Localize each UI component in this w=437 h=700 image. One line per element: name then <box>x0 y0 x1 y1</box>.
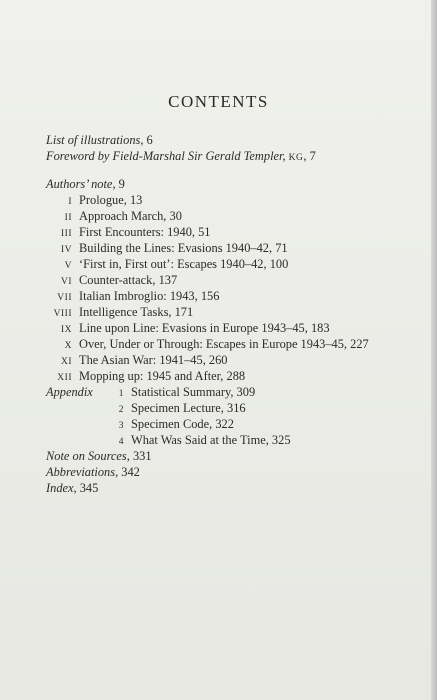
toc-chapter-row: XI The Asian War: 1941–45, 260 <box>46 352 426 368</box>
entry-label: Foreword by <box>46 149 110 163</box>
chapter-number: II <box>64 213 72 223</box>
appendix-page: 316 <box>227 401 246 415</box>
toc-backmatter-row: Abbreviations, 342 <box>46 465 140 479</box>
chapter-page: 71 <box>275 241 288 255</box>
toc-appendix-row: 4 What Was Said at the Time, 325 <box>46 432 426 448</box>
appendix-label: Appendix <box>46 385 93 399</box>
chapter-number: VII <box>57 293 72 303</box>
appendix-title: Specimen Code <box>131 417 210 431</box>
entry-label: List of illustrations <box>46 133 141 147</box>
contents-heading: CONTENTS <box>168 92 269 111</box>
chapter-number: V <box>64 261 72 271</box>
chapter-number: X <box>64 341 72 351</box>
toc-appendix-row: 3 Specimen Code, 322 <box>46 416 426 432</box>
chapter-title: Intelligence Tasks <box>79 305 169 319</box>
appendix-number: 3 <box>118 421 124 431</box>
toc-entry-authors-note: Authors’ note, 9 <box>46 177 125 191</box>
chapter-number: I <box>68 197 72 207</box>
chapter-number: IX <box>60 325 72 335</box>
chapter-title: Italian Imbroglio: 1943 <box>79 289 195 303</box>
appendix-page: 322 <box>215 417 234 431</box>
toc-appendix-row: 2 Specimen Lecture, 316 <box>46 400 426 416</box>
chapter-number: III <box>61 229 72 239</box>
chapter-page: 183 <box>310 321 330 335</box>
backmatter-page: 331 <box>132 449 152 463</box>
appendix-page: 309 <box>236 385 256 399</box>
toc-entry-illustrations: List of illustrations, 6 <box>46 133 153 147</box>
appendix-number: 1 <box>118 389 124 399</box>
toc-chapter-row: VII Italian Imbroglio: 1943, 156 <box>46 288 426 304</box>
toc-appendix-row: Appendix 1 Statistical Summary, 309 <box>46 384 426 400</box>
chapter-title: The Asian War: 1941–45 <box>79 353 203 367</box>
toc-backmatter-row: Note on Sources, 331 <box>46 449 152 463</box>
toc-chapter-row: X Over, Under or Through: Escapes in Europe 1943–45, 227 <box>46 336 426 352</box>
appendix-number: 4 <box>118 437 124 447</box>
entry-page: 9 <box>118 177 125 191</box>
entry-page: 6 <box>146 133 153 147</box>
chapter-page: 137 <box>158 273 178 287</box>
chapter-title: Over, Under or Through: Escapes in Europe 1943–45 <box>79 337 344 351</box>
table-of-contents <box>46 132 426 496</box>
appendix-title: Statistical Summary <box>131 385 231 399</box>
chapter-page: 30 <box>169 209 182 223</box>
chapter-title: Mopping up: 1945 and After <box>79 369 221 383</box>
toc-entry-foreword: Foreword by Field-Marshal Sir Gerald Templer, KG, 7 <box>46 149 316 163</box>
toc-chapter-row: XII Mopping up: 1945 and After, 288 <box>46 368 426 384</box>
toc-chapter-row: IX Line upon Line: Evasions in Europe 1943–45, 183 <box>46 320 426 336</box>
chapter-page: 100 <box>269 257 289 271</box>
chapter-page: 156 <box>200 289 220 303</box>
entry-honour: KG <box>288 153 304 163</box>
chapter-number: XI <box>60 357 72 367</box>
appendix-number: 2 <box>118 405 124 415</box>
chapter-number: VI <box>60 277 72 287</box>
appendix-title: Specimen Lecture <box>131 401 221 415</box>
appendix-page: 325 <box>271 433 291 447</box>
backmatter-label: Index <box>46 481 74 495</box>
backmatter-page: 342 <box>121 465 140 479</box>
chapter-page: 51 <box>198 225 211 239</box>
entry-author: Field-Marshal Sir Gerald Templer, <box>112 149 286 163</box>
chapter-title: ‘First in, First out’: Escapes 1940–42 <box>79 257 264 271</box>
backmatter-label: Abbreviations <box>46 465 116 479</box>
chapter-title: First Encounters: 1940 <box>79 225 192 239</box>
toc-chapter-row: VI Counter-attack, 137 <box>46 272 426 288</box>
entry-label: Authors’ note <box>46 177 113 191</box>
appendix-title: What Was Said at the Time <box>131 433 266 447</box>
chapter-page: 13 <box>129 193 143 207</box>
toc-chapter-row: V ‘First in, First out’: Escapes 1940–42, 100 <box>46 256 426 272</box>
chapter-number: VIII <box>53 309 72 319</box>
chapter-title: Building the Lines: Evasions 1940–42 <box>79 241 269 255</box>
toc-chapter-row: VIII Intelligence Tasks, 171 <box>46 304 426 320</box>
chapter-title: Line upon Line: Evasions in Europe 1943–45 <box>79 321 305 335</box>
chapter-title: Prologue <box>79 193 124 207</box>
chapter-number: IV <box>60 245 72 255</box>
toc-chapter-row: I Prologue, 13 <box>46 192 426 208</box>
chapter-page: 288 <box>226 369 246 383</box>
entry-page: 7 <box>309 149 316 163</box>
chapter-page: 171 <box>174 305 194 319</box>
chapter-number: XII <box>57 373 72 383</box>
chapter-title: Counter-attack <box>79 273 153 287</box>
chapter-page: 227 <box>350 337 369 351</box>
backmatter-page: 345 <box>79 481 99 495</box>
backmatter-label: Note on Sources <box>46 449 127 463</box>
toc-chapter-row: III First Encounters: 1940, 51 <box>46 224 426 240</box>
chapter-title: Approach March <box>79 209 164 223</box>
toc-chapter-row: II Approach March, 30 <box>46 208 426 224</box>
toc-chapter-row: IV Building the Lines: Evasions 1940–42, 71 <box>46 240 426 256</box>
toc-backmatter-row: Index, 345 <box>46 481 99 495</box>
chapter-page: 260 <box>208 353 228 367</box>
